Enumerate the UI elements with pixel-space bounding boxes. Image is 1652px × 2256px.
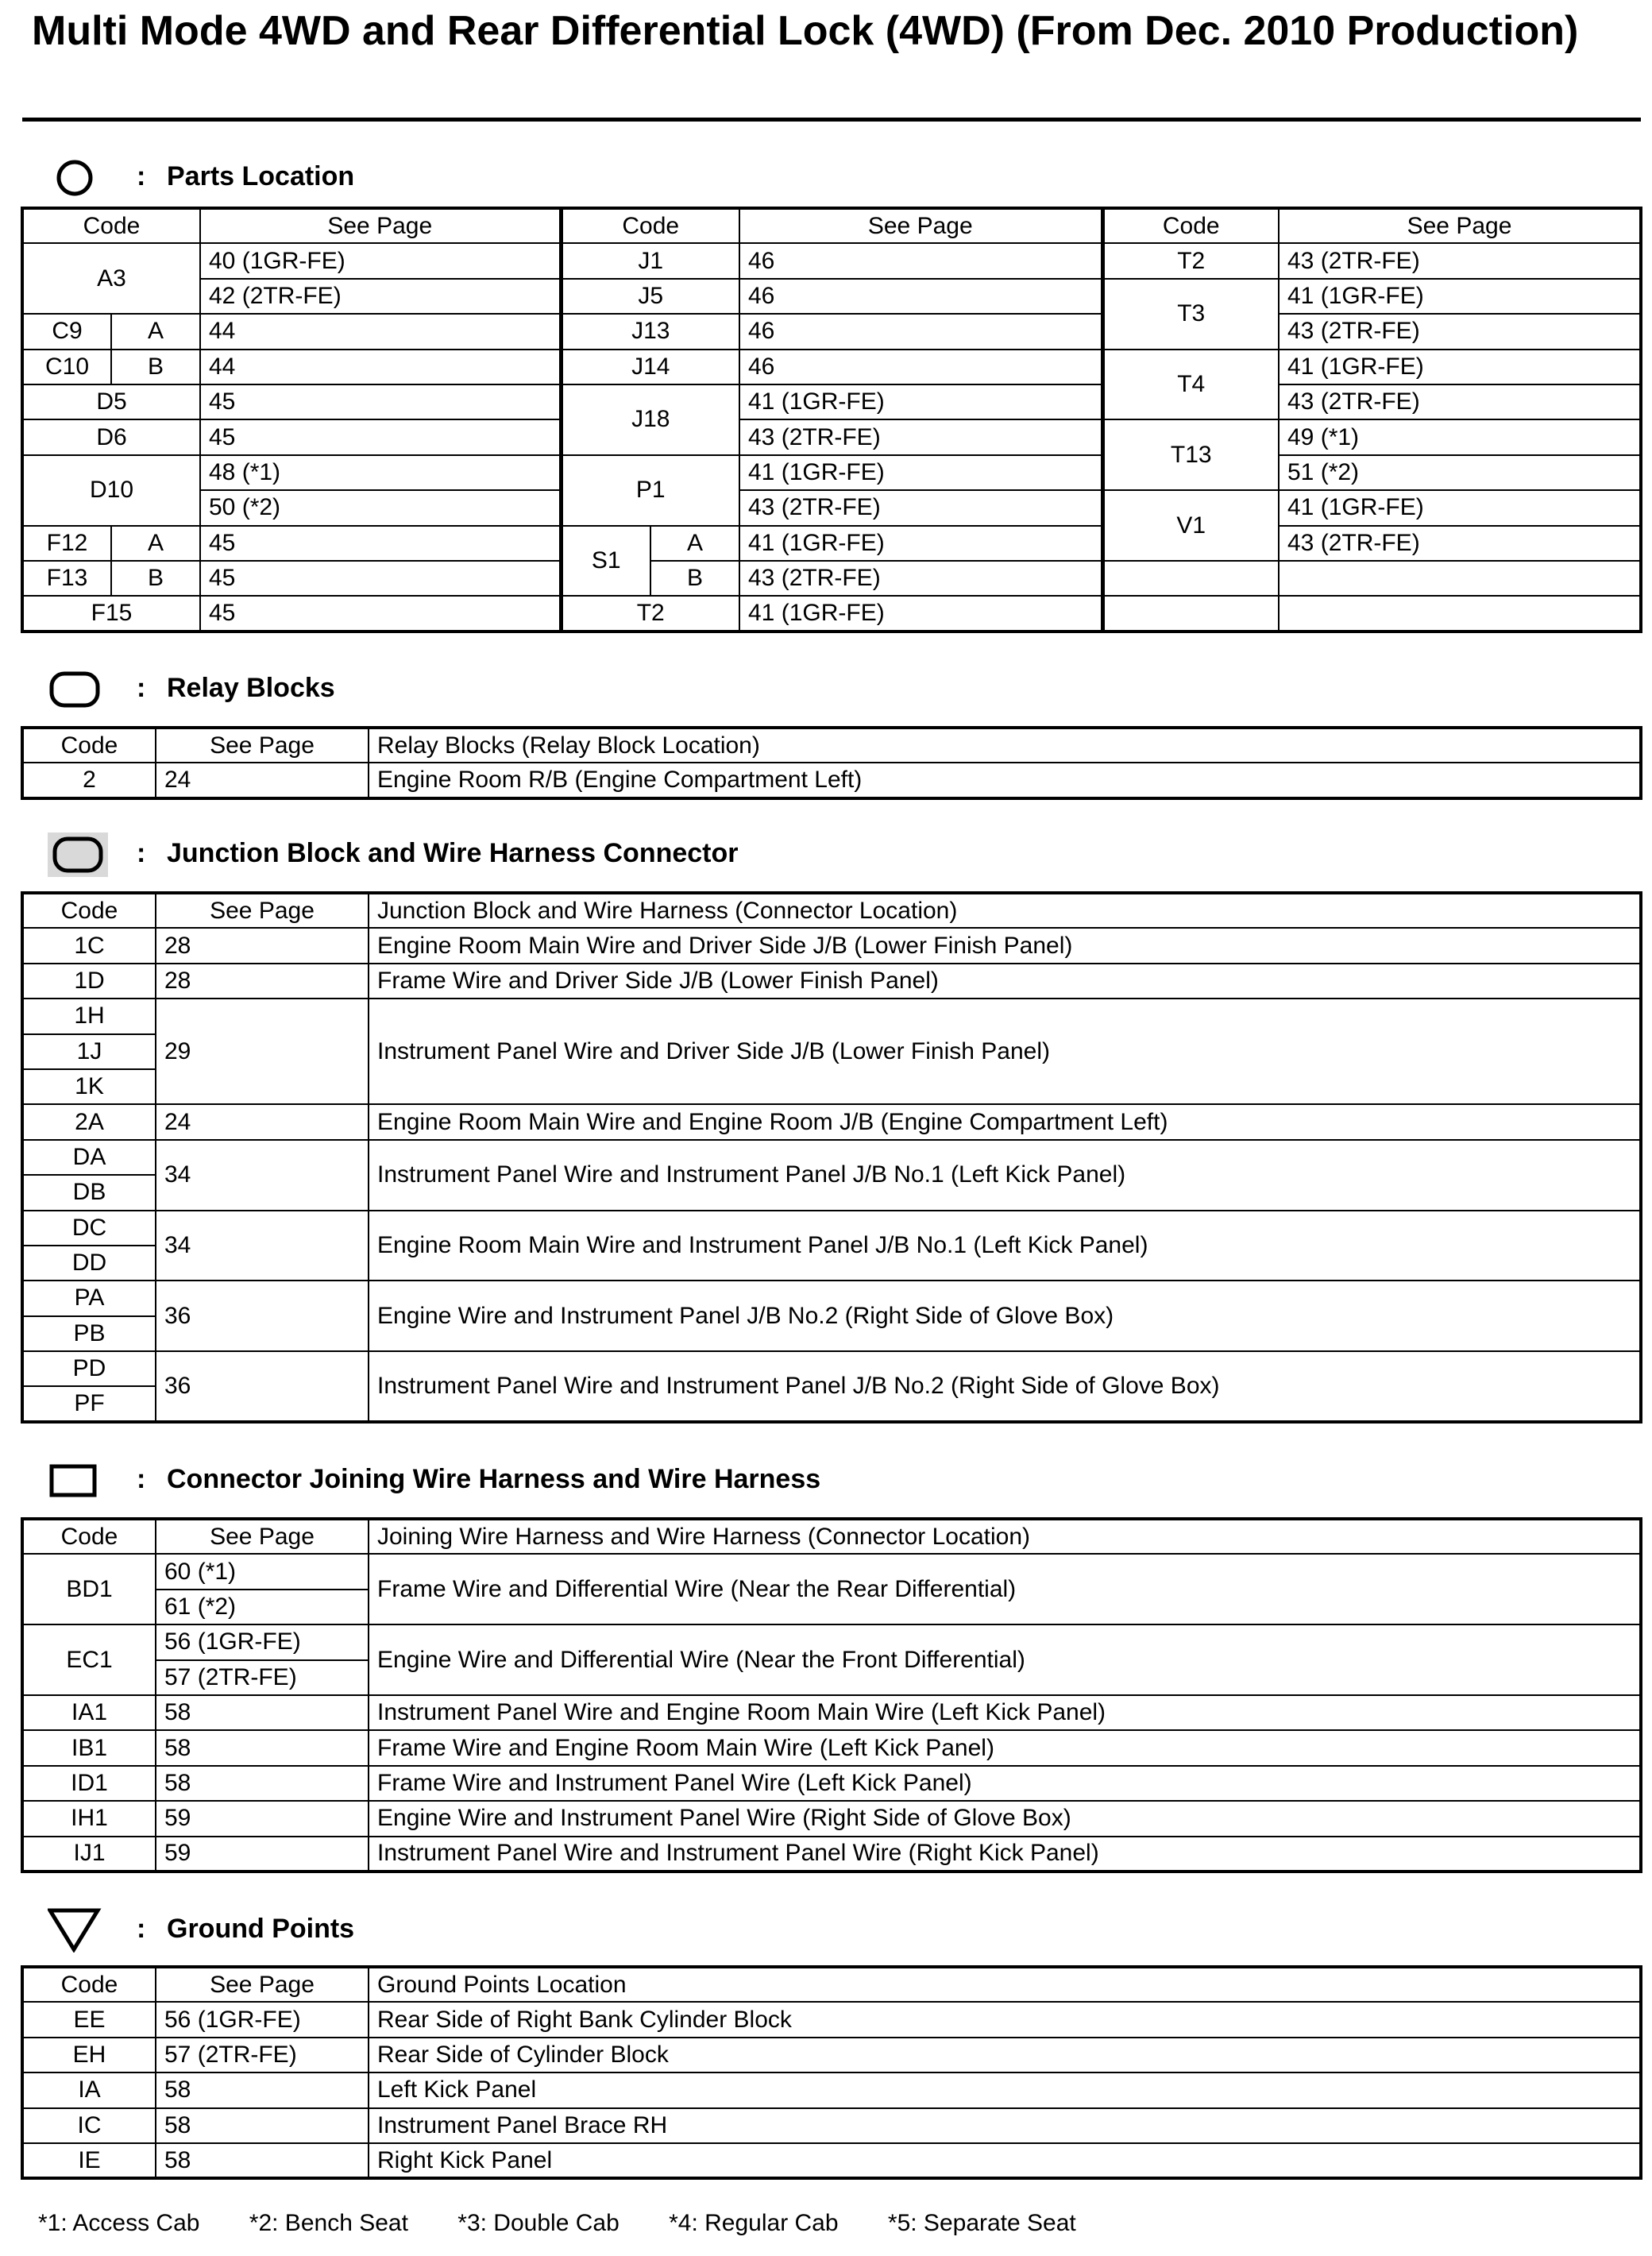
page-cell: 24 [156, 763, 369, 798]
header-see-page: See Page [156, 893, 369, 928]
page-cell: 43 (2TR-FE) [1279, 314, 1641, 349]
parts-location-heading [48, 156, 1557, 200]
triangle-symbol-icon [48, 1908, 108, 1953]
page-cell: 41 (1GR-FE) [739, 455, 1102, 490]
code-cell: A3 [22, 243, 200, 314]
relay-blocks-heading [48, 667, 1557, 712]
page-cell: 57 (2TR-FE) [156, 1660, 369, 1695]
table-row [22, 1140, 1641, 1175]
table-row [22, 928, 1641, 963]
junction-block-symbol-icon [48, 832, 108, 877]
location-cell: Instrument Panel Wire and Engine Room Main Wire (Left Kick Panel) [369, 1695, 1641, 1730]
connector-joining-table [21, 1517, 1642, 1873]
code-cell: J18 [561, 384, 739, 455]
sub-code-cell: B [111, 561, 200, 596]
page-cell: 43 (2TR-FE) [1279, 243, 1641, 278]
sub-code-cell: A [111, 526, 200, 561]
table-row [22, 455, 1641, 490]
relay-block-symbol-icon [48, 667, 108, 712]
code-cell: 1D [22, 964, 156, 999]
page-cell: 46 [739, 279, 1102, 314]
header-see-page: See Page [200, 208, 561, 243]
code-cell: PA [22, 1281, 156, 1315]
footnotes [38, 2210, 1119, 2237]
table-header-row [22, 1967, 1641, 2002]
header-code: Code [22, 893, 156, 928]
page-cell: 45 [200, 596, 561, 631]
ground-points-heading [48, 1908, 1557, 1953]
header-location: Ground Points Location [369, 1967, 1641, 2002]
page-cell: 50 (*2) [200, 490, 561, 525]
table-row [22, 2143, 1641, 2178]
code-cell: IH1 [22, 1801, 156, 1836]
code-cell: DC [22, 1211, 156, 1246]
title-divider [22, 118, 1641, 122]
table-row [22, 490, 1641, 525]
parts-location-label: Parts Location [167, 161, 355, 191]
page-cell: 45 [200, 384, 561, 419]
header-see-page: See Page [156, 1519, 369, 1554]
parts-location-table [21, 207, 1642, 633]
table-row [22, 1730, 1641, 1765]
table-row [22, 2108, 1641, 2143]
page-cell: 43 (2TR-FE) [739, 419, 1102, 454]
page-cell: 43 (2TR-FE) [1279, 526, 1641, 561]
heading-colon: : [137, 161, 146, 191]
code-cell: J14 [561, 350, 739, 384]
page-cell: 24 [156, 1104, 369, 1139]
code-cell: DB [22, 1175, 156, 1210]
location-cell: Engine Wire and Instrument Panel J/B No.2 (Right Side of Glove Box) [369, 1281, 1641, 1351]
ground-points-table [21, 1965, 1642, 2180]
code-cell: D6 [22, 419, 200, 454]
location-cell: Engine Room Main Wire and Instrument Panel J/B No.1 (Left Kick Panel) [369, 1211, 1641, 1281]
heading-colon: : [137, 1914, 146, 1944]
page-cell: 58 [156, 1695, 369, 1730]
page-cell: 36 [156, 1351, 369, 1422]
location-cell: Engine Wire and Differential Wire (Near the Front Differential) [369, 1624, 1641, 1695]
junction-block-label: Junction Block and Wire Harness Connector [167, 838, 739, 868]
table-header-row [22, 1519, 1641, 1554]
page-cell: 43 (2TR-FE) [739, 561, 1102, 596]
sub-code-cell: A [111, 314, 200, 349]
code-cell: F15 [22, 596, 200, 631]
location-cell: Frame Wire and Driver Side J/B (Lower Finish Panel) [369, 964, 1641, 999]
empty-cell [1279, 561, 1641, 596]
code-cell: IC [22, 2108, 156, 2143]
header-see-page: See Page [739, 208, 1102, 243]
header-location: Relay Blocks (Relay Block Location) [369, 728, 1641, 763]
code-cell: 2A [22, 1104, 156, 1139]
junction-block-heading [48, 832, 1557, 877]
code-cell: IA1 [22, 1695, 156, 1730]
table-header-row [22, 208, 1641, 243]
page-cell: 28 [156, 928, 369, 963]
relay-blocks-label: Relay Blocks [167, 673, 335, 703]
code-cell: T2 [561, 596, 739, 631]
header-code: Code [1102, 208, 1279, 243]
page-cell: 58 [156, 2073, 369, 2107]
page-cell: 51 (*2) [1279, 455, 1641, 490]
code-cell: J1 [561, 243, 739, 278]
table-row [22, 2073, 1641, 2107]
page-cell: 45 [200, 526, 561, 561]
table-row [22, 1801, 1641, 1836]
header-code: Code [22, 1967, 156, 2002]
location-cell: Engine Room Main Wire and Engine Room J/B (Engine Compartment Left) [369, 1104, 1641, 1139]
table-row [22, 1624, 1641, 1659]
table-row [22, 596, 1641, 631]
page-cell: 41 (1GR-FE) [739, 526, 1102, 561]
footnote: *1: Access Cab [38, 2210, 200, 2236]
code-cell: IA [22, 2073, 156, 2107]
code-cell: DD [22, 1246, 156, 1281]
code-cell: C10 [22, 350, 111, 384]
code-cell: T2 [1102, 243, 1279, 278]
page-cell: 29 [156, 999, 369, 1104]
page-cell: 46 [739, 350, 1102, 384]
header-see-page: See Page [156, 728, 369, 763]
code-cell: 1K [22, 1069, 156, 1104]
code-cell: 1H [22, 999, 156, 1033]
table-row [22, 419, 1641, 454]
page-cell: 46 [739, 243, 1102, 278]
relay-blocks-table [21, 726, 1642, 800]
page-cell: 44 [200, 350, 561, 384]
table-row [22, 763, 1641, 798]
page-cell: 40 (1GR-FE) [200, 243, 561, 278]
page-cell: 56 (1GR-FE) [156, 1624, 369, 1659]
code-cell: ID1 [22, 1766, 156, 1801]
connector-joining-label: Connector Joining Wire Harness and Wire Harness [167, 1464, 821, 1494]
page-cell: 58 [156, 1730, 369, 1765]
table-row [22, 1211, 1641, 1246]
header-code: Code [22, 728, 156, 763]
table-row [22, 1695, 1641, 1730]
location-cell: Instrument Panel Wire and Driver Side J/B (Lower Finish Panel) [369, 999, 1641, 1104]
page-cell: 45 [200, 561, 561, 596]
circle-symbol-icon [48, 156, 108, 200]
location-cell: Instrument Panel Wire and Instrument Panel Wire (Right Kick Panel) [369, 1837, 1641, 1872]
code-cell: EE [22, 2002, 156, 2037]
page-cell: 41 (1GR-FE) [1279, 350, 1641, 384]
heading-colon: : [137, 673, 146, 703]
table-row [22, 526, 1641, 561]
location-cell: Instrument Panel Wire and Instrument Panel J/B No.1 (Left Kick Panel) [369, 1140, 1641, 1211]
location-cell: Engine Room Main Wire and Driver Side J/B (Lower Finish Panel) [369, 928, 1641, 963]
empty-cell [1102, 561, 1279, 596]
header-see-page: See Page [1279, 208, 1641, 243]
header-see-page: See Page [156, 1967, 369, 2002]
table-row [22, 350, 1641, 384]
code-cell: F13 [22, 561, 111, 596]
page-cell: 59 [156, 1837, 369, 1872]
page-cell: 58 [156, 2108, 369, 2143]
page-cell: 42 (2TR-FE) [200, 279, 561, 314]
page-cell: 48 (*1) [200, 455, 561, 490]
code-cell: T3 [1102, 279, 1279, 350]
page-cell: 34 [156, 1140, 369, 1211]
location-cell: Frame Wire and Engine Room Main Wire (Left Kick Panel) [369, 1730, 1641, 1765]
footnote: *4: Regular Cab [669, 2210, 839, 2236]
code-cell: C9 [22, 314, 111, 349]
table-header-row [22, 893, 1641, 928]
code-cell: EC1 [22, 1624, 156, 1695]
table-row [22, 243, 1641, 278]
empty-cell [1102, 596, 1279, 631]
code-cell: T4 [1102, 350, 1279, 420]
connector-joining-heading [48, 1458, 1557, 1503]
footnote: *3: Double Cab [457, 2210, 620, 2236]
table-row [22, 1554, 1641, 1589]
location-cell: Engine Room R/B (Engine Compartment Left) [369, 763, 1641, 798]
page-cell: 59 [156, 1801, 369, 1836]
page-cell: 36 [156, 1281, 369, 1351]
page-cell: 46 [739, 314, 1102, 349]
footnote: *5: Separate Seat [887, 2210, 1076, 2236]
table-row [22, 384, 1641, 419]
table-row [22, 2002, 1641, 2037]
junction-block-table [21, 891, 1642, 1424]
page-cell: 41 (1GR-FE) [739, 596, 1102, 631]
table-row [22, 314, 1641, 349]
code-cell: BD1 [22, 1554, 156, 1624]
code-cell: IB1 [22, 1730, 156, 1765]
square-symbol-icon [48, 1458, 108, 1503]
table-row [22, 561, 1641, 596]
page-cell: 41 (1GR-FE) [1279, 279, 1641, 314]
page-cell: 49 (*1) [1279, 419, 1641, 454]
page-cell: 41 (1GR-FE) [739, 384, 1102, 419]
location-cell: Right Kick Panel [369, 2143, 1641, 2178]
header-code: Code [561, 208, 739, 243]
location-cell: Engine Wire and Instrument Panel Wire (Right Side of Glove Box) [369, 1801, 1641, 1836]
page-cell: 60 (*1) [156, 1554, 369, 1589]
code-cell: PF [22, 1386, 156, 1421]
location-cell: Frame Wire and Instrument Panel Wire (Left Kick Panel) [369, 1766, 1641, 1801]
heading-colon: : [137, 1464, 146, 1494]
table-row [22, 999, 1641, 1033]
header-location: Joining Wire Harness and Wire Harness (Connector Location) [369, 1519, 1641, 1554]
table-row [22, 1837, 1641, 1872]
page-cell: 56 (1GR-FE) [156, 2002, 369, 2037]
header-location: Junction Block and Wire Harness (Connector Location) [369, 893, 1641, 928]
table-row [22, 279, 1641, 314]
location-cell: Instrument Panel Wire and Instrument Panel J/B No.2 (Right Side of Glove Box) [369, 1351, 1641, 1422]
footnote: *2: Bench Seat [249, 2210, 408, 2236]
heading-colon: : [137, 838, 146, 868]
code-cell: PD [22, 1351, 156, 1386]
code-cell: V1 [1102, 490, 1279, 561]
code-cell: T13 [1102, 419, 1279, 490]
location-cell: Frame Wire and Differential Wire (Near the Rear Differential) [369, 1554, 1641, 1624]
code-cell: DA [22, 1140, 156, 1175]
code-cell: 1C [22, 928, 156, 963]
page-cell: 41 (1GR-FE) [1279, 490, 1641, 525]
code-cell: EH [22, 2038, 156, 2073]
code-cell: IE [22, 2143, 156, 2178]
table-row [22, 1281, 1641, 1315]
table-row [22, 964, 1641, 999]
table-row [22, 2038, 1641, 2073]
code-cell: J5 [561, 279, 739, 314]
code-cell: IJ1 [22, 1837, 156, 1872]
sub-code-cell: A [650, 526, 739, 561]
code-cell: F12 [22, 526, 111, 561]
header-code: Code [22, 208, 200, 243]
sub-code-cell: B [650, 561, 739, 596]
location-cell: Rear Side of Right Bank Cylinder Block [369, 2002, 1641, 2037]
page-cell: 61 (*2) [156, 1590, 369, 1624]
empty-cell [1279, 596, 1641, 631]
code-cell: 1J [22, 1034, 156, 1069]
code-cell: D10 [22, 455, 200, 526]
table-row [22, 1766, 1641, 1801]
page-cell: 44 [200, 314, 561, 349]
code-cell: 2 [22, 763, 156, 798]
code-cell: D5 [22, 384, 200, 419]
page-cell: 43 (2TR-FE) [739, 490, 1102, 525]
page-cell: 58 [156, 2143, 369, 2178]
page-cell: 57 (2TR-FE) [156, 2038, 369, 2073]
code-cell: S1 [561, 526, 650, 597]
location-cell: Instrument Panel Brace RH [369, 2108, 1641, 2143]
code-cell: J13 [561, 314, 739, 349]
location-cell: Left Kick Panel [369, 2073, 1641, 2107]
page-cell: 58 [156, 1766, 369, 1801]
page-title: Multi Mode 4WD and Rear Differential Lock (4WD) (From Dec. 2010 Production) [32, 8, 1579, 54]
code-cell: PB [22, 1316, 156, 1351]
table-row [22, 1104, 1641, 1139]
header-code: Code [22, 1519, 156, 1554]
table-header-row [22, 728, 1641, 763]
page-cell: 28 [156, 964, 369, 999]
code-cell: P1 [561, 455, 739, 526]
table-row [22, 1351, 1641, 1386]
location-cell: Rear Side of Cylinder Block [369, 2038, 1641, 2073]
ground-points-label: Ground Points [167, 1914, 355, 1944]
page-cell: 45 [200, 419, 561, 454]
sub-code-cell: B [111, 350, 200, 384]
page-cell: 43 (2TR-FE) [1279, 384, 1641, 419]
page-cell: 34 [156, 1211, 369, 1281]
